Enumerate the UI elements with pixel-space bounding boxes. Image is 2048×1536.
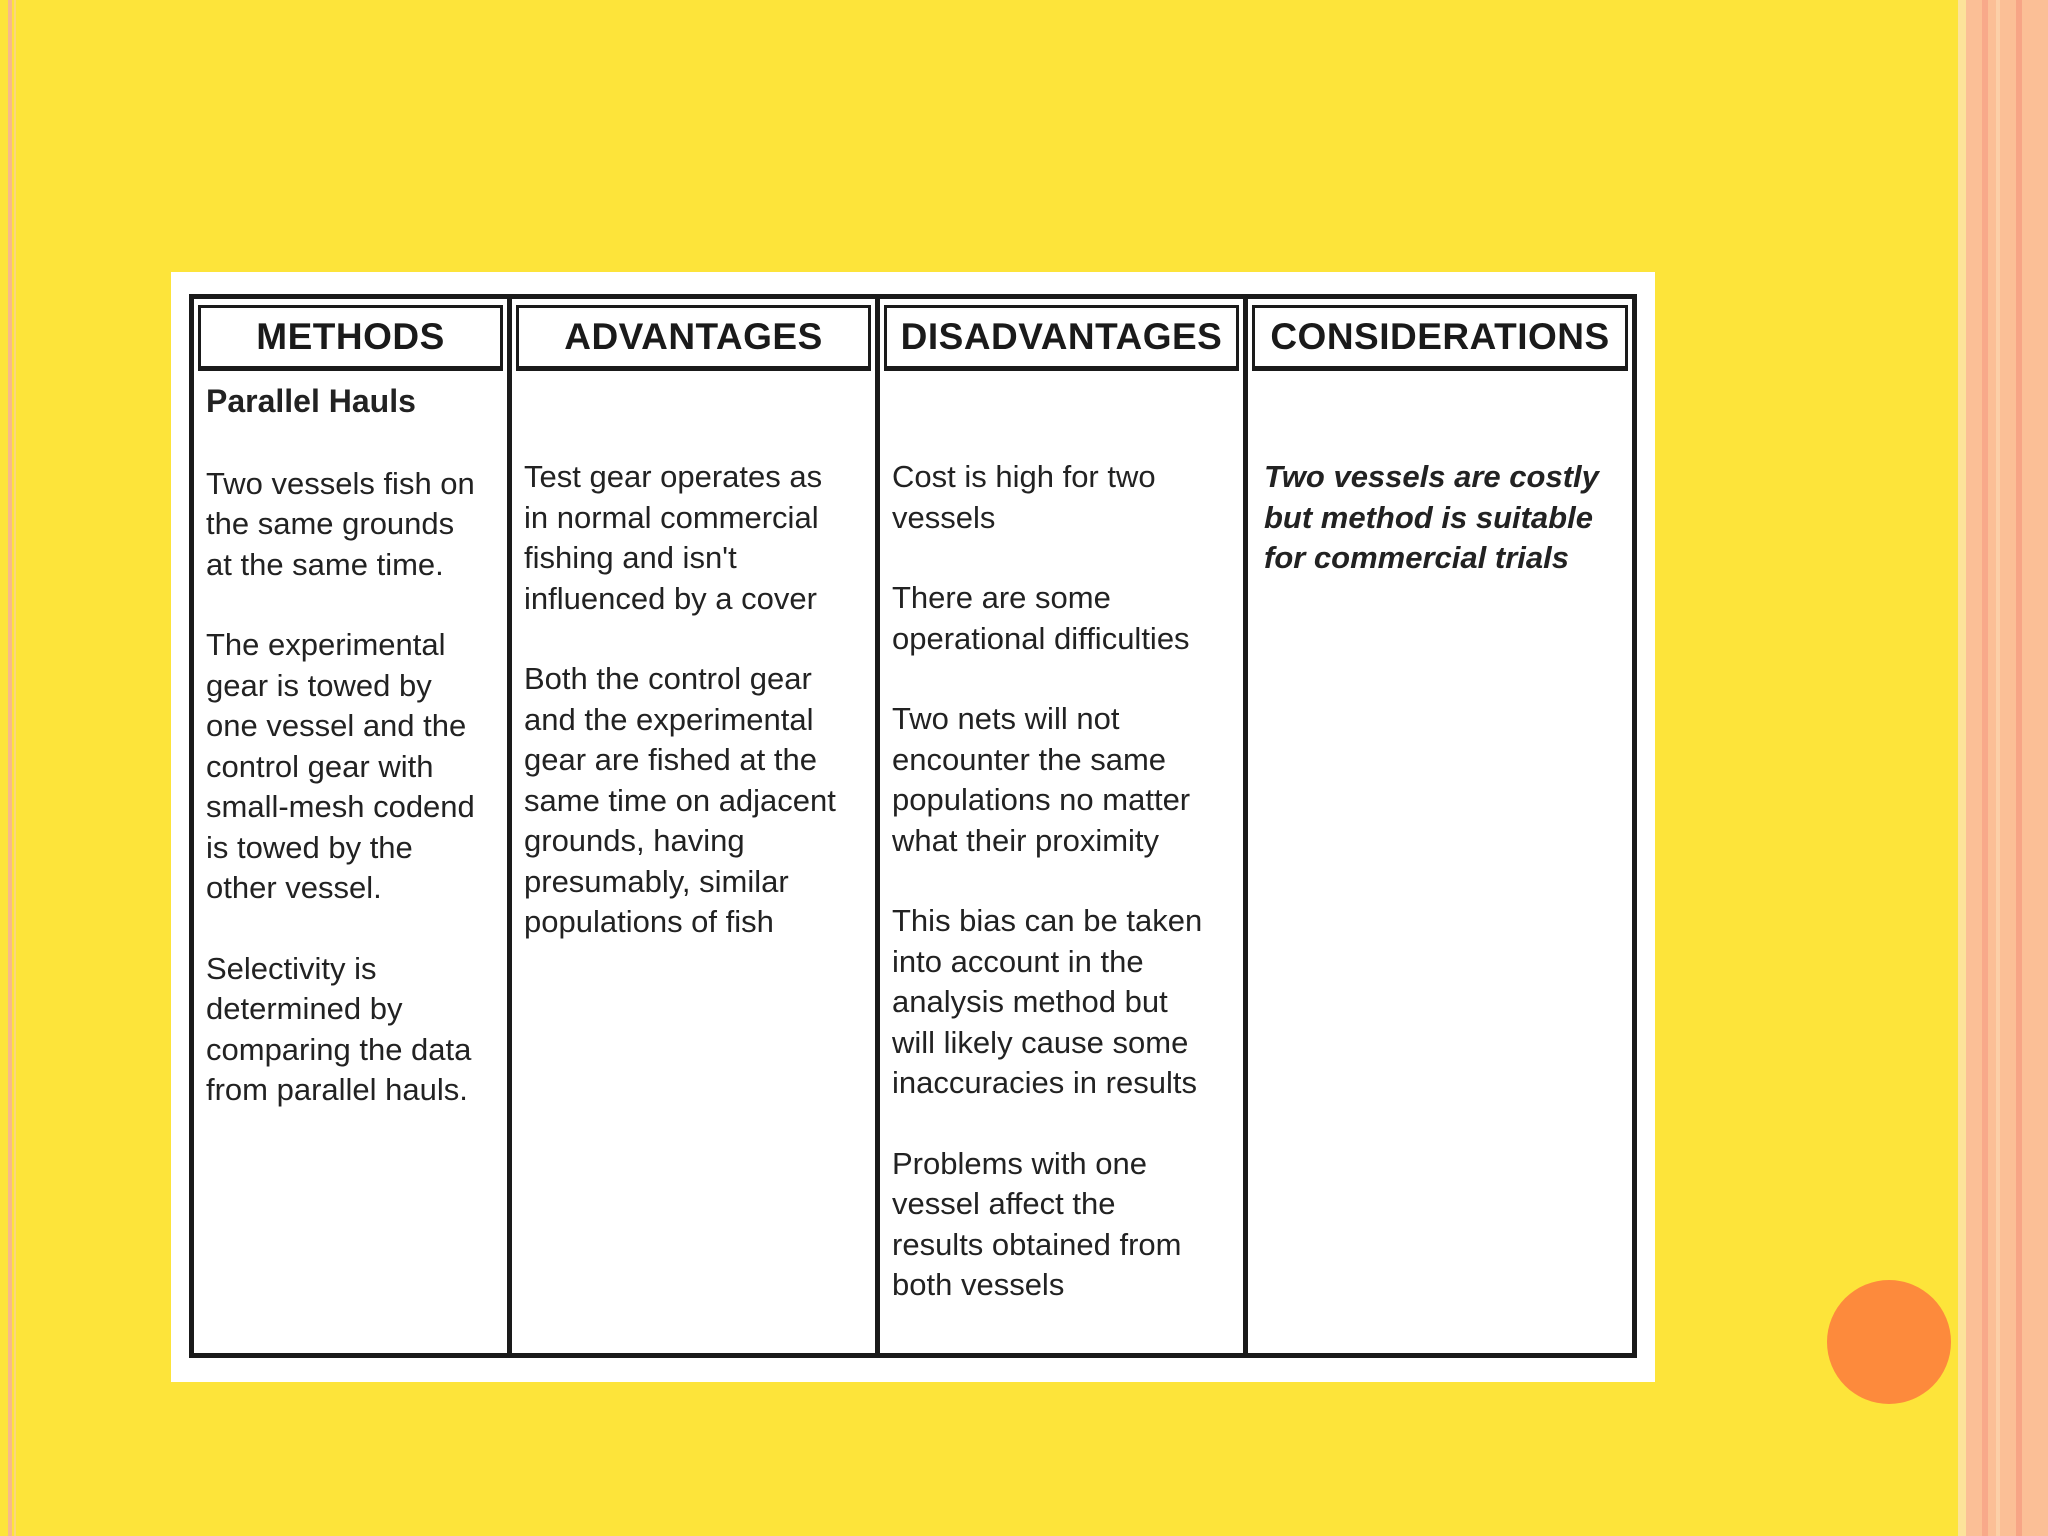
disadvantages-paragraph: Two nets will not encounter the same populations no matter what their proximity [892, 701, 1191, 858]
border-stripe [2016, 0, 2022, 1536]
advantages-header: ADVANTAGES [516, 305, 871, 371]
considerations-paragraph: Two vessels are costly but method is suitable for commercial trials [1264, 459, 1599, 575]
methods-cell [194, 371, 507, 1353]
advantages-paragraph: Both the control gear and the experimental gear are fished at the same time on adjacent grounds, having presumably, similar populations of fish [524, 661, 836, 939]
advantages-paragraph: Test gear operates as in normal commercial fishing and isn't influenced by a cover [524, 459, 823, 616]
border-stripe [1958, 0, 1966, 1536]
disadvantages-paragraph: This bias can be taken into account in the analysis method but will likely cause some inaccuracies in results [892, 903, 1203, 1100]
methods-paragraph: Selectivity is determined by comparing the data from parallel hauls. [206, 950, 472, 1107]
border-line [14, 0, 16, 1536]
considerations-column [1248, 299, 1632, 1353]
methods-header: METHODS [198, 305, 503, 371]
disadvantages-paragraph: There are some operational difficulties [892, 580, 1190, 656]
method-title: Parallel Hauls [206, 383, 416, 419]
disadvantages-column [880, 299, 1248, 1353]
disadvantages-paragraph: Cost is high for two vessels [892, 459, 1156, 535]
advantages-column [512, 299, 880, 1353]
border-stripe [1996, 0, 2000, 1536]
comparison-table [189, 294, 1637, 1358]
table-image-panel [171, 272, 1655, 1382]
decorative-orange-circle [1827, 1280, 1951, 1404]
slide-left-border [0, 0, 22, 1536]
advantages-cell [512, 371, 875, 1353]
border-line [8, 0, 12, 1536]
disadvantages-paragraph: Problems with one vessel affect the results obtained from both vessels [892, 1145, 1182, 1302]
slide-right-border [1958, 0, 2048, 1536]
methods-paragraph: Two vessels fish on the same grounds at the same time. [206, 465, 475, 582]
methods-column [194, 299, 512, 1353]
considerations-cell [1248, 371, 1632, 1353]
considerations-header: CONSIDERATIONS [1252, 305, 1628, 371]
disadvantages-header: DISADVANTAGES [884, 305, 1239, 371]
methods-paragraph: The experimental gear is towed by one vessel and the control gear with small-mesh codend is towed by the other vessel. [206, 627, 475, 905]
border-stripe [1982, 0, 1988, 1536]
disadvantages-cell [880, 371, 1243, 1353]
